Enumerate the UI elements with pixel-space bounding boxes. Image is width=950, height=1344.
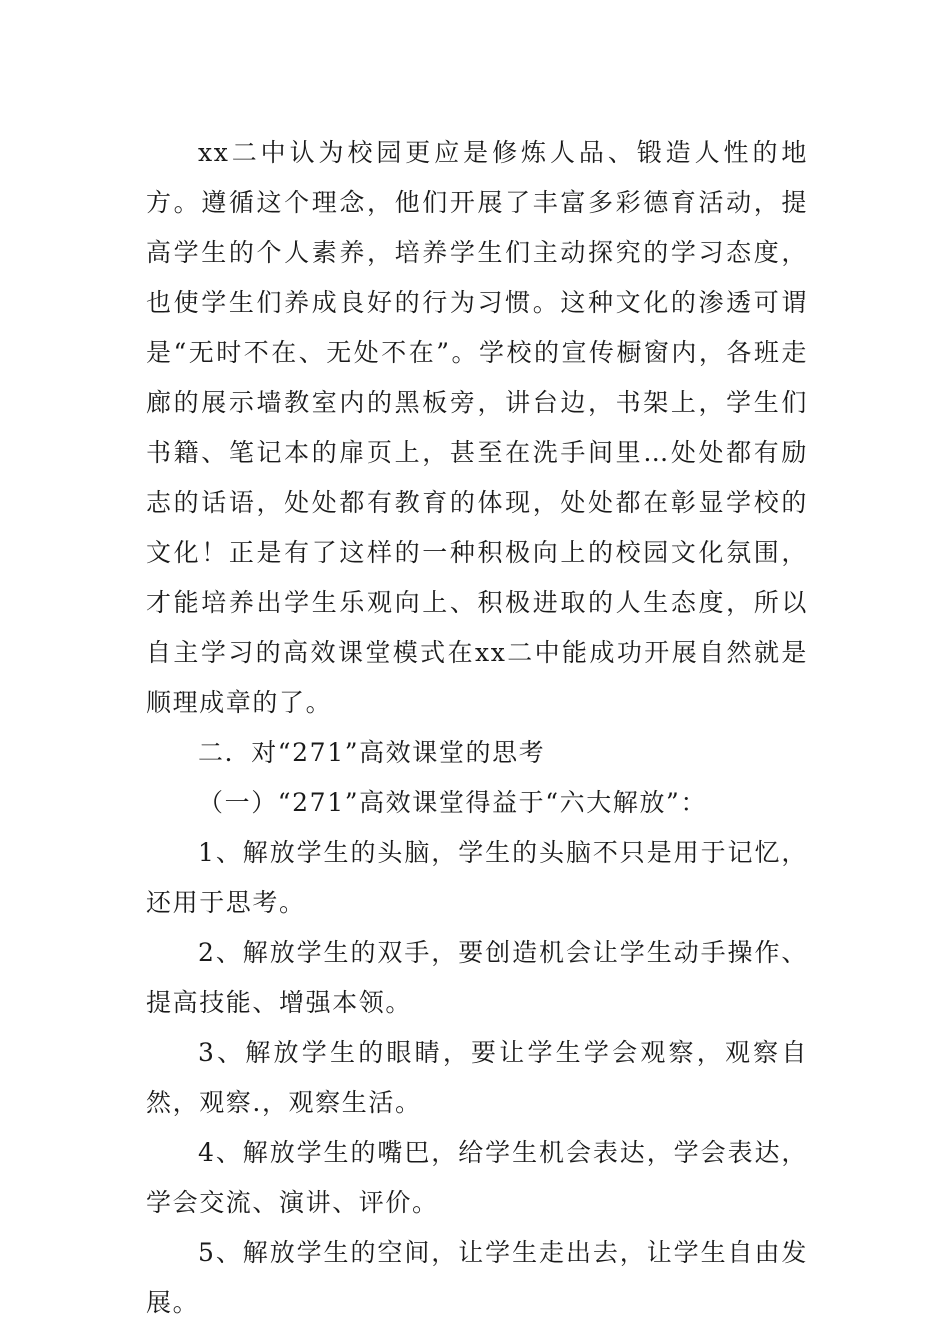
document-body [146, 128, 808, 1328]
list-item-liberate-hands: 2、解放学生的双手，要创造机会让学生动手操作、提高技能、增强本领。 [146, 938, 808, 1017]
list-item-liberate-mind: 1、解放学生的头脑，学生的头脑不只是用于记忆，还用于思考。 [146, 838, 808, 917]
list-item-liberate-eyes: 3、解放学生的眼睛，要让学生学会观察，观察自然，观察.，观察生活。 [146, 1038, 808, 1117]
paragraph-school-culture: xx二中认为校园更应是修炼人品、锻造人性的地方。遵循这个理念，他们开展了丰富多彩德育活动，提高学生的个人素养，培养学生们主动探究的学习态度，也使学生们养成良好的行为习惯。这种文化的渗透可谓是“无时不在、无处不在”。学校的宣传橱窗内，各班走廊的展示墙教室内的黑板旁，讲台边，书架上，学生们书籍、笔记本的扉页上，甚至在洗手间里…处处都有励志的话语，处处都有教育的体现，处处都在彰显学校的文化！正是有了这样的一种积极向上的校园文化氛围，才能培养出学生乐观向上、积极进取的人生态度，所以自主学习的高效课堂模式在xx二中能成功开展自然就是顺理成章的了。 [146, 138, 808, 717]
list-item-liberate-space: 5、解放学生的空间，让学生走出去，让学生自由发展。 [146, 1238, 808, 1317]
subsection-heading-six-liberations: （一）“271”高效课堂得益于“六大解放”： [198, 788, 708, 817]
list-item-liberate-mouth: 4、解放学生的嘴巴，给学生机会表达，学会表达，学会交流、演讲、评价。 [146, 1138, 808, 1217]
section-heading-reflection: 二．对“271”高效课堂的思考 [198, 738, 546, 767]
